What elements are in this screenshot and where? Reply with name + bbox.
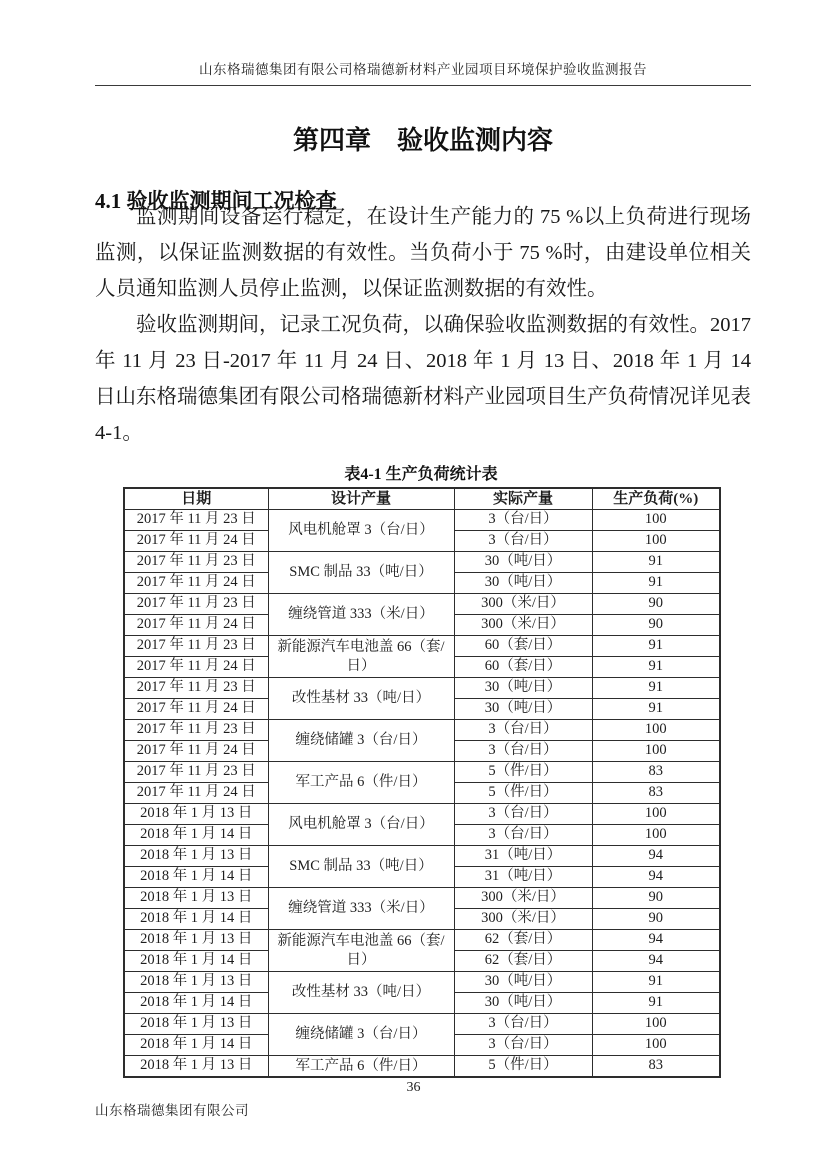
actual-output-cell: 62（套/日） <box>454 930 592 951</box>
chapter-title: 第四章 验收监测内容 <box>292 126 553 156</box>
column-header-date: 日期 <box>124 488 268 510</box>
date-cell: 2018 年 1 月 13 日 <box>124 804 268 825</box>
actual-output-cell: 300（米/日） <box>454 888 592 909</box>
actual-output-cell: 300（米/日） <box>454 909 592 930</box>
date-cell: 2017 年 11 月 24 日 <box>124 531 268 552</box>
production-load-cell: 100 <box>592 741 720 762</box>
table-row <box>124 972 720 993</box>
production-load-cell: 83 <box>592 762 720 783</box>
production-load-cell: 91 <box>592 573 720 594</box>
actual-output-cell: 31（吨/日） <box>454 846 592 867</box>
table-header-row <box>124 488 720 510</box>
date-cell: 2018 年 1 月 14 日 <box>124 825 268 846</box>
production-load-table <box>123 487 721 1078</box>
date-cell: 2017 年 11 月 24 日 <box>124 573 268 594</box>
date-cell: 2018 年 1 月 13 日 <box>124 1014 268 1035</box>
actual-output-cell: 3（台/日） <box>454 531 592 552</box>
date-cell: 2017 年 11 月 24 日 <box>124 699 268 720</box>
page-number: 36 <box>406 1080 421 1095</box>
production-load-cell: 91 <box>592 552 720 573</box>
design-output-cell: 军工产品 6（件/日） <box>268 1056 454 1078</box>
paragraph-monitoring-dates: 验收监测期间，记录工况负荷，以确保验收监测数据的有效性。2017 年 11 月 23 日-2017 年 11 月 24 日、2018 年 1 月 13 日、2018 年 1 月 14 日山东格瑞德集团有限公司格瑞德新材料产业园项目生产负荷情况详见表 4-1。 <box>95 314 751 444</box>
design-output-cell: 新能源汽车电池盖 66（套/日） <box>268 930 454 972</box>
production-load-cell: 91 <box>592 657 720 678</box>
actual-output-cell: 3（台/日） <box>454 510 592 531</box>
table-row <box>124 762 720 783</box>
production-load-cell: 94 <box>592 867 720 888</box>
design-output-cell: 改性基材 33（吨/日） <box>268 678 454 720</box>
date-cell: 2018 年 1 月 14 日 <box>124 1035 268 1056</box>
production-load-cell: 90 <box>592 888 720 909</box>
production-load-cell: 100 <box>592 510 720 531</box>
actual-output-cell: 3（台/日） <box>454 741 592 762</box>
design-output-cell: 风电机舱罩 3（台/日） <box>268 804 454 846</box>
table-row <box>124 1056 720 1078</box>
table-row <box>124 594 720 615</box>
production-load-cell: 91 <box>592 993 720 1014</box>
column-header-design-output: 设计产量 <box>268 488 454 510</box>
actual-output-cell: 3（台/日） <box>454 825 592 846</box>
table-row <box>124 930 720 951</box>
date-cell: 2017 年 11 月 23 日 <box>124 510 268 531</box>
actual-output-cell: 30（吨/日） <box>454 678 592 699</box>
production-load-cell: 100 <box>592 1035 720 1056</box>
design-output-cell: 缠绕管道 333（米/日） <box>268 888 454 930</box>
report-header: 山东格瑞德集团有限公司格瑞德新材料产业园项目环境保护验收监测报告 <box>95 58 751 86</box>
table-row <box>124 720 720 741</box>
design-output-cell: 军工产品 6（件/日） <box>268 762 454 804</box>
design-output-cell: SMC 制品 33（吨/日） <box>268 552 454 594</box>
production-load-cell: 90 <box>592 594 720 615</box>
production-load-cell: 94 <box>592 846 720 867</box>
actual-output-cell: 31（吨/日） <box>454 867 592 888</box>
paragraph-working-conditions: 监测期间设备运行稳定，在设计生产能力的 75 %以上负荷进行现场监测，以保证监测数据的有效性。当负荷小于 75 %时，由建设单位相关人员通知监测人员停止监测，以保证监测数据的有效性。 <box>95 206 751 300</box>
date-cell: 2017 年 11 月 23 日 <box>124 636 268 657</box>
column-header-production-load: 生产负荷(%) <box>592 488 720 510</box>
actual-output-cell: 30（吨/日） <box>454 552 592 573</box>
actual-output-cell: 3（台/日） <box>454 1014 592 1035</box>
table-row <box>124 804 720 825</box>
actual-output-cell: 300（米/日） <box>454 594 592 615</box>
production-load-cell: 100 <box>592 825 720 846</box>
table-row <box>124 846 720 867</box>
actual-output-cell: 300（米/日） <box>454 615 592 636</box>
table-row <box>124 888 720 909</box>
design-output-cell: SMC 制品 33（吨/日） <box>268 846 454 888</box>
date-cell: 2018 年 1 月 13 日 <box>124 1056 268 1078</box>
date-cell: 2018 年 1 月 13 日 <box>124 930 268 951</box>
production-table-body <box>124 510 720 1078</box>
production-load-cell: 90 <box>592 615 720 636</box>
production-load-cell: 100 <box>592 1014 720 1035</box>
production-load-cell: 94 <box>592 951 720 972</box>
actual-output-cell: 62（套/日） <box>454 951 592 972</box>
actual-output-cell: 30（吨/日） <box>454 699 592 720</box>
actual-output-cell: 5（件/日） <box>454 1056 592 1078</box>
actual-output-cell: 30（吨/日） <box>454 972 592 993</box>
actual-output-cell: 5（件/日） <box>454 783 592 804</box>
production-load-cell: 91 <box>592 636 720 657</box>
date-cell: 2018 年 1 月 13 日 <box>124 888 268 909</box>
design-output-cell: 新能源汽车电池盖 66（套/日） <box>268 636 454 678</box>
page-footer: 山东格瑞德集团有限公司 <box>95 1103 249 1118</box>
date-cell: 2017 年 11 月 23 日 <box>124 594 268 615</box>
production-load-cell: 90 <box>592 909 720 930</box>
date-cell: 2017 年 11 月 24 日 <box>124 615 268 636</box>
production-load-cell: 83 <box>592 1056 720 1078</box>
production-load-cell: 100 <box>592 531 720 552</box>
production-load-cell: 91 <box>592 699 720 720</box>
table-row <box>124 552 720 573</box>
production-load-cell: 100 <box>592 804 720 825</box>
production-load-cell: 83 <box>592 783 720 804</box>
column-header-actual-output: 实际产量 <box>454 488 592 510</box>
date-cell: 2017 年 11 月 23 日 <box>124 762 268 783</box>
date-cell: 2018 年 1 月 14 日 <box>124 909 268 930</box>
date-cell: 2018 年 1 月 14 日 <box>124 867 268 888</box>
actual-output-cell: 5（件/日） <box>454 762 592 783</box>
body-text <box>95 199 751 451</box>
table-caption: 表4-1 生产负荷统计表 <box>344 466 498 483</box>
date-cell: 2017 年 11 月 23 日 <box>124 552 268 573</box>
actual-output-cell: 30（吨/日） <box>454 993 592 1014</box>
date-cell: 2017 年 11 月 23 日 <box>124 720 268 741</box>
production-load-cell: 91 <box>592 678 720 699</box>
production-load-cell: 100 <box>592 720 720 741</box>
design-output-cell: 缠绕管道 333（米/日） <box>268 594 454 636</box>
date-cell: 2017 年 11 月 24 日 <box>124 657 268 678</box>
production-load-cell: 91 <box>592 972 720 993</box>
actual-output-cell: 60（套/日） <box>454 657 592 678</box>
date-cell: 2018 年 1 月 14 日 <box>124 951 268 972</box>
table-row <box>124 1014 720 1035</box>
actual-output-cell: 3（台/日） <box>454 804 592 825</box>
design-output-cell: 风电机舱罩 3（台/日） <box>268 510 454 552</box>
table-row <box>124 636 720 657</box>
table-row <box>124 678 720 699</box>
design-output-cell: 缠绕储罐 3（台/日） <box>268 720 454 762</box>
design-output-cell: 缠绕储罐 3（台/日） <box>268 1014 454 1056</box>
actual-output-cell: 60（套/日） <box>454 636 592 657</box>
date-cell: 2018 年 1 月 13 日 <box>124 972 268 993</box>
production-load-cell: 94 <box>592 930 720 951</box>
actual-output-cell: 3（台/日） <box>454 720 592 741</box>
actual-output-cell: 30（吨/日） <box>454 573 592 594</box>
date-cell: 2018 年 1 月 14 日 <box>124 993 268 1014</box>
table-row <box>124 510 720 531</box>
date-cell: 2017 年 11 月 24 日 <box>124 783 268 804</box>
design-output-cell: 改性基材 33（吨/日） <box>268 972 454 1014</box>
actual-output-cell: 3（台/日） <box>454 1035 592 1056</box>
section-heading: 4.1 验收监测期间工况检查 <box>95 189 337 214</box>
date-cell: 2017 年 11 月 23 日 <box>124 678 268 699</box>
date-cell: 2017 年 11 月 24 日 <box>124 741 268 762</box>
date-cell: 2018 年 1 月 13 日 <box>124 846 268 867</box>
